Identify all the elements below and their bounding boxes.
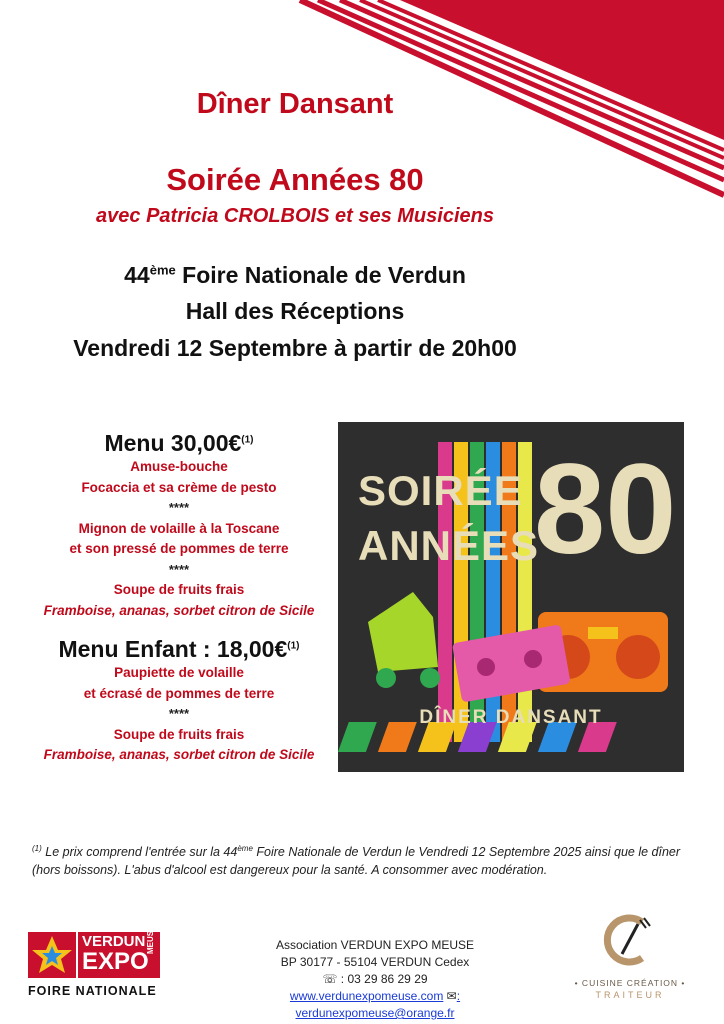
page-title: Dîner Dansant [196, 88, 394, 120]
star-icon [28, 932, 76, 978]
phone-icon: ☏ [322, 972, 338, 986]
logo-right-line1: • CUISINE CRÉATION • [574, 978, 686, 988]
soiree-80-poster [338, 422, 684, 772]
poster-line2: ANNÉES [358, 522, 540, 569]
artist-line: avec Patricia CROLBOIS et ses Musiciens [96, 205, 494, 227]
email-icon: ✉ [446, 989, 457, 1003]
association-phone-line: ☏ : 03 29 86 29 29 [322, 972, 428, 986]
association-address: BP 30177 - 55104 VERDUN Cedex [280, 955, 470, 969]
poster-line1: SOIRÉE [358, 467, 523, 514]
venue: Hall des Réceptions [185, 298, 405, 324]
menu-adult [20, 430, 338, 621]
menu-item: Paupiette de volaille [114, 665, 244, 680]
event-subtitle: Soirée Années 80 [166, 162, 424, 197]
menu-item: et son pressé de pommes de terre [69, 541, 289, 556]
email-link[interactable]: : verdunexpomeuse@orange.fr [295, 989, 461, 1020]
poster-footer: DÎNER DANSANT [419, 707, 603, 728]
menu-item: Amuse-bouche [130, 459, 228, 474]
menu-item: Framboise, ananas, sorbet citron de Sicile [43, 602, 315, 618]
logo-word2: EXPO [82, 948, 149, 975]
footnote: $^{(1)}$ Le prix comprend l'entrée sur la 44ème Foire Nationale de Verdun le Vendredi 12 Septembre 2025 ainsi que le dîner (hors boissons). L'abus d'alcool est dangereux pour la santé. A consommer avec modération. [32, 844, 681, 878]
menu-child [20, 636, 338, 766]
menu-item: Soupe de fruits frais [113, 726, 245, 742]
association-contact-line [210, 988, 540, 1022]
poster-number: 80 [534, 438, 677, 581]
verdun-expo-logo [28, 925, 168, 1004]
association-name: Association VERDUN EXPO MEUSE [275, 938, 475, 952]
event-datetime: Vendredi 12 Septembre à partir de 20h00 [73, 335, 517, 361]
menu-separator: **** [168, 500, 190, 515]
menu-item: Focaccia et sa crème de pesto [81, 479, 277, 495]
menu-child-title: Menu Enfant : 18,00€$^{(1)}$ [58, 636, 300, 662]
fair-edition: 44ème Foire Nationale de Verdun [124, 262, 466, 288]
website-link[interactable]: www.verdunexpomeuse.com [289, 989, 444, 1003]
menu-item: et écrasé de pommes de terre [83, 685, 275, 701]
logo-side-text: MEUSE [146, 925, 155, 954]
menu-separator: **** [168, 706, 190, 721]
logo-right-line2: TRAITEUR [595, 990, 665, 1000]
menu-item: Mignon de volaille à la Toscane [78, 520, 280, 536]
cuisine-creation-logo [570, 910, 690, 1010]
association-info [210, 937, 540, 1022]
fork-logo-icon [600, 910, 660, 970]
menu-adult-title: Menu 30,00€$^{(1)}$ [104, 430, 254, 456]
logo-caption: FOIRE NATIONALE [28, 984, 157, 998]
menu-item: Soupe de fruits frais [113, 582, 245, 597]
logo-word1: VERDUN [82, 933, 146, 950]
menu-item: Framboise, ananas, sorbet citron de Sicile [43, 747, 315, 762]
menu-separator: **** [168, 561, 190, 577]
